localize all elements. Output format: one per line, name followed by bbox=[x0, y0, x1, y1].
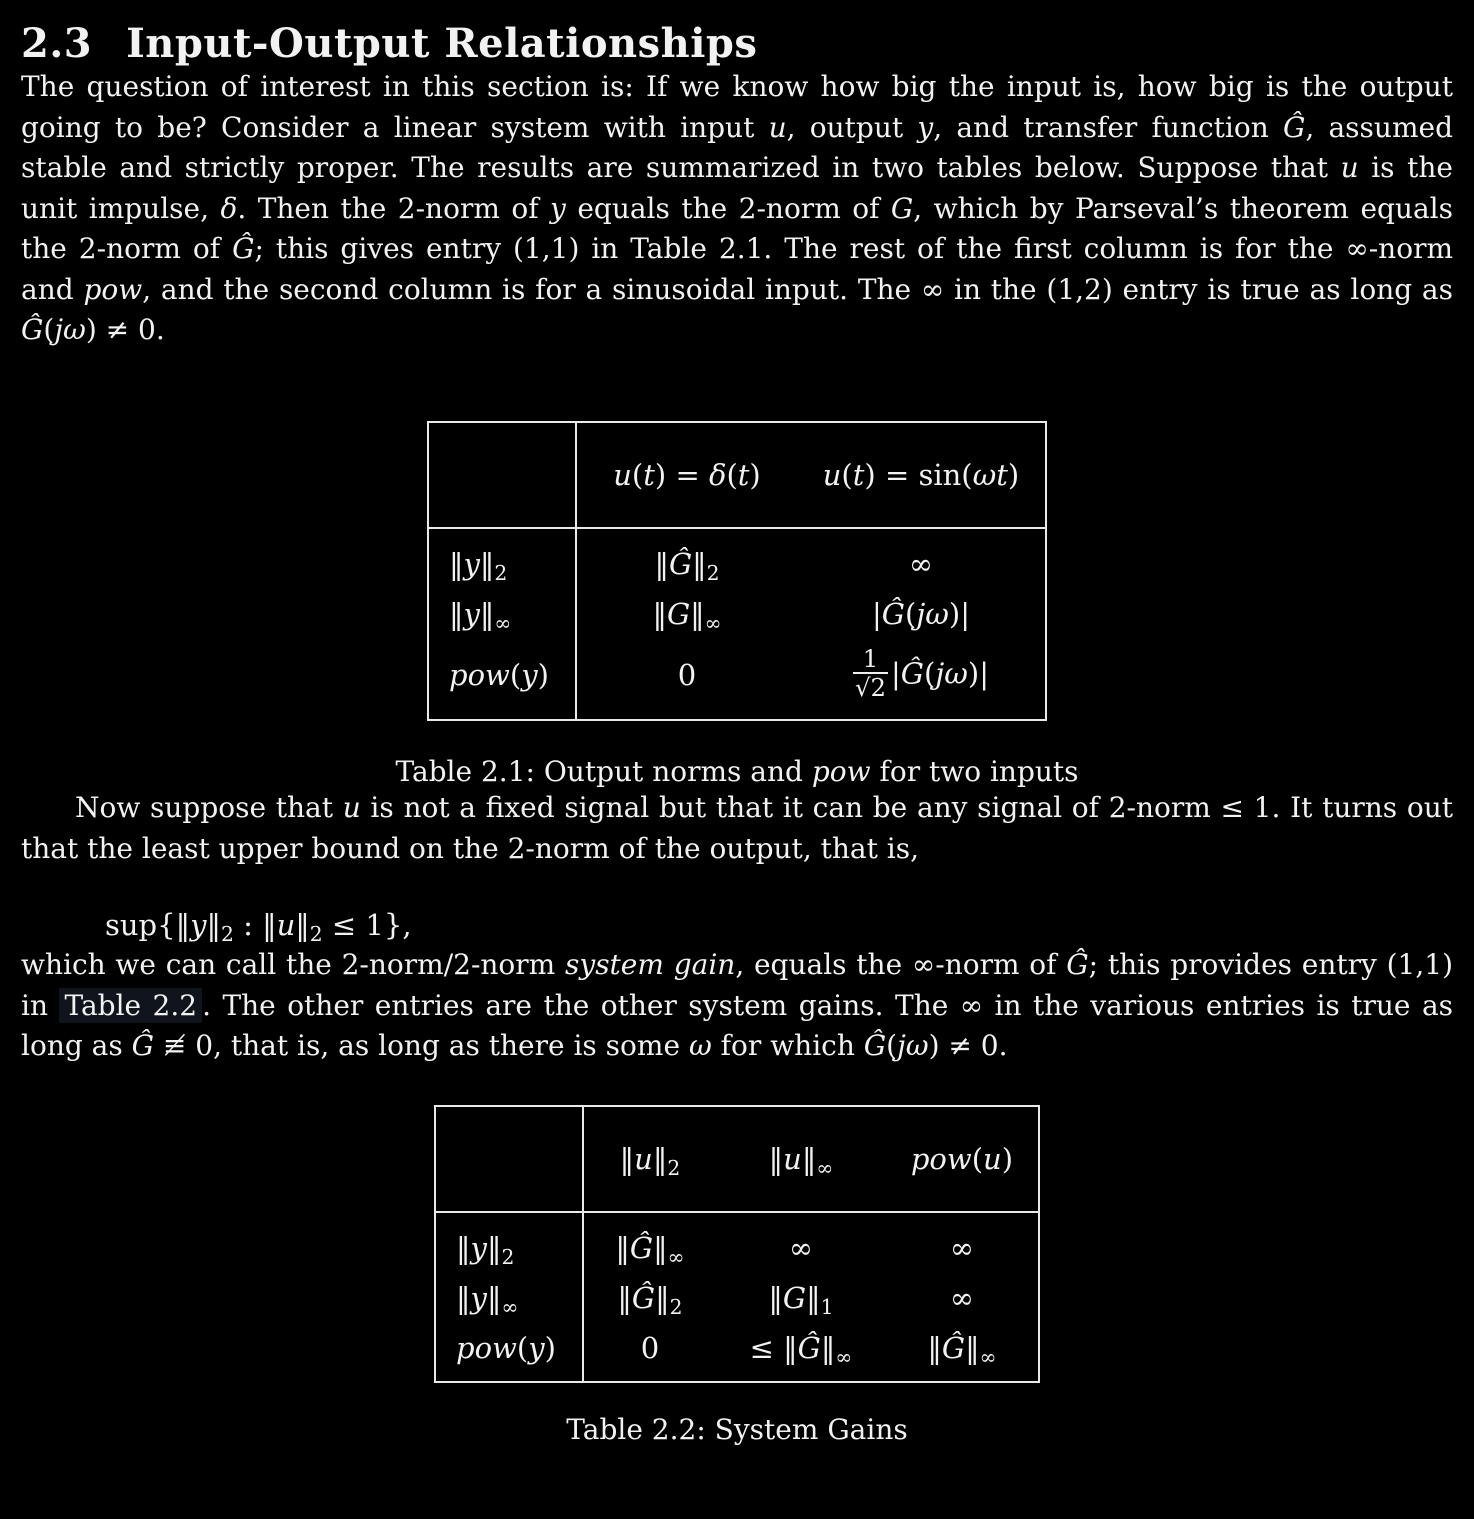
text-segment: 2 bbox=[220, 922, 234, 947]
table-row bbox=[428, 422, 1046, 528]
text-segment: ‖ bbox=[456, 1230, 471, 1265]
text-segment: ) bbox=[1007, 457, 1020, 492]
paragraph-system-gain bbox=[21, 945, 1453, 1067]
text-segment: ‖ bbox=[820, 1330, 836, 1365]
text-segment: ( bbox=[971, 1141, 984, 1176]
table-col-header bbox=[797, 422, 1046, 528]
text-segment: u bbox=[768, 110, 787, 144]
text-segment: ( bbox=[886, 1029, 898, 1063]
text-segment: y bbox=[917, 110, 934, 144]
table-cell bbox=[716, 1323, 886, 1382]
text-segment: is the unit impulse, bbox=[21, 151, 1453, 225]
text-segment: ‖ bbox=[479, 546, 495, 581]
text-segment: 2 bbox=[494, 560, 508, 585]
table-cell bbox=[886, 1273, 1039, 1323]
text-segment: Ĝ bbox=[797, 1330, 821, 1365]
text-segment: ‖ bbox=[652, 1141, 668, 1176]
text-segment: ‖ bbox=[615, 1230, 630, 1265]
text-segment: Ĝ bbox=[1066, 948, 1089, 982]
table-row bbox=[435, 1323, 1039, 1382]
text-segment: ‖ bbox=[927, 1330, 942, 1365]
table-cell bbox=[576, 528, 797, 589]
text-segment: u bbox=[634, 1141, 653, 1176]
text-segment: ( bbox=[43, 313, 55, 346]
text-segment: ‖ bbox=[295, 908, 310, 943]
fraction: $\frac{1}{√2}$ bbox=[854, 643, 886, 702]
text-segment: ∞ bbox=[835, 1344, 853, 1369]
text-segment: ‖ bbox=[486, 1230, 502, 1265]
text-segment: is not a fixed signal but that it can be any signal of 2-norm ≤ 1. It turns out that the least upper bound on the 2-norm of the output, that is, bbox=[21, 791, 1453, 865]
text-segment: u bbox=[342, 791, 361, 825]
table-col-header bbox=[576, 422, 797, 528]
text-segment: ) = bbox=[654, 457, 709, 492]
text-segment: jω bbox=[935, 655, 968, 690]
text-segment: u bbox=[276, 908, 296, 943]
text-segment: ‖ bbox=[768, 1280, 783, 1315]
text-segment: Ĝ bbox=[629, 1230, 654, 1265]
text-segment: Ĝ bbox=[941, 1330, 966, 1365]
text-segment: ‖ bbox=[486, 1280, 502, 1315]
text-segment: ‖ bbox=[690, 596, 705, 631]
table-row bbox=[428, 639, 1046, 721]
text-segment: ( bbox=[509, 657, 522, 692]
text-segment: 0 bbox=[640, 1330, 660, 1365]
paragraph-suppose bbox=[21, 788, 1453, 869]
table-col-header bbox=[716, 1106, 886, 1212]
text-segment: ( bbox=[904, 596, 917, 631]
table-row bbox=[435, 1106, 1039, 1212]
text-segment: for which bbox=[711, 1029, 864, 1063]
text-segment: jω bbox=[897, 1029, 929, 1063]
text-segment: ) bbox=[1001, 1141, 1014, 1176]
text-segment: ∞ bbox=[788, 1230, 814, 1265]
text-segment: , assumed stable and strictly proper. The results are summarized in two tables below. Suppose that bbox=[21, 110, 1453, 184]
text-segment: Ĝ bbox=[668, 546, 693, 581]
table-row bbox=[435, 1212, 1039, 1273]
text-segment: ‖ bbox=[456, 1280, 471, 1315]
text-segment: ‖ bbox=[801, 1141, 817, 1176]
table-cell bbox=[797, 589, 1046, 639]
section-number: 2.3 bbox=[21, 20, 93, 67]
text-segment: ) ≠ 0. bbox=[85, 313, 165, 346]
table-cell bbox=[583, 1323, 716, 1382]
table-2-2-caption bbox=[21, 1413, 1453, 1446]
text-segment: ‖ bbox=[655, 1280, 670, 1315]
text-segment: ) bbox=[544, 1330, 556, 1365]
text-segment: | bbox=[871, 596, 882, 631]
text-segment: ‖ bbox=[206, 908, 221, 943]
text-segment: ‖ bbox=[617, 1280, 632, 1315]
text-segment: jω bbox=[54, 313, 86, 346]
text-segment: , and transfer function bbox=[933, 110, 1283, 144]
table-col-header bbox=[583, 1106, 716, 1212]
text-segment: )| bbox=[948, 596, 970, 631]
text-segment: , equals the ∞-norm of bbox=[735, 948, 1067, 982]
table-row-header bbox=[428, 589, 576, 639]
text-segment: ‖ bbox=[692, 546, 707, 581]
text-segment: ∞ bbox=[908, 546, 934, 581]
text-segment: ‖ bbox=[652, 596, 667, 631]
text-segment: ) bbox=[537, 657, 549, 692]
text-segment: Ĝ bbox=[21, 313, 44, 346]
text-segment: ‖ bbox=[965, 1330, 980, 1365]
text-segment: Now suppose that bbox=[75, 791, 343, 825]
text-segment: 2 bbox=[667, 1155, 681, 1180]
table-2-1 bbox=[427, 421, 1047, 722]
text-segment: Ĝ bbox=[863, 1029, 887, 1063]
text-segment: y bbox=[470, 1280, 487, 1315]
table-row-header bbox=[435, 1273, 583, 1323]
text-segment: Ĝ bbox=[881, 596, 905, 631]
text-segment: Ĝ bbox=[900, 655, 924, 690]
text-segment: , which by Parseval’s theorem equals the 2-norm of bbox=[21, 191, 1453, 265]
text-segment: ∞ bbox=[667, 1244, 685, 1269]
table-row-header bbox=[428, 528, 576, 589]
text-segment: Ĝ bbox=[1282, 110, 1306, 144]
table-cell bbox=[576, 589, 797, 639]
text-segment: pow bbox=[910, 1141, 972, 1176]
text-segment: 1 bbox=[820, 1294, 834, 1319]
table-2-2 bbox=[434, 1105, 1040, 1383]
text-segment: which we can call the 2-norm/2-norm bbox=[21, 948, 565, 982]
text-segment: ( bbox=[726, 457, 738, 492]
text-segment: 2 bbox=[309, 922, 323, 947]
display-formula bbox=[105, 905, 1453, 945]
text-segment: ≢ 0, that is, as long as there is some bbox=[154, 1029, 689, 1063]
text-segment: u bbox=[983, 1141, 1002, 1176]
text-segment: Ĝ bbox=[131, 1029, 155, 1063]
text-segment: pow bbox=[83, 272, 143, 306]
table-cell bbox=[886, 1323, 1039, 1382]
text-segment: y bbox=[470, 1230, 487, 1265]
text-segment: 2 bbox=[669, 1294, 683, 1319]
text-segment: t bbox=[643, 457, 655, 492]
text-segment: ≤ ‖ bbox=[749, 1330, 798, 1365]
text-segment: ‖ bbox=[653, 1230, 668, 1265]
text-segment: 0 bbox=[677, 657, 697, 692]
table-2-2-link[interactable]: Table 2.2 bbox=[59, 988, 202, 1023]
text-segment: ) ≠ 0. bbox=[928, 1029, 1008, 1063]
text-segment: jω bbox=[916, 596, 949, 631]
table-row bbox=[428, 528, 1046, 589]
text-segment: ( bbox=[923, 655, 936, 690]
text-segment: ∞ bbox=[494, 610, 512, 635]
text-segment: , and the second column is for a sinusoidal input. The ∞ in the (1,2) entry is true as long as bbox=[142, 272, 1453, 306]
paragraph-intro bbox=[21, 67, 1453, 351]
text-segment: ∞ bbox=[949, 1230, 975, 1265]
text-segment: t bbox=[852, 457, 865, 492]
text-segment: ) = sin( bbox=[864, 457, 973, 492]
text-segment: y bbox=[463, 596, 480, 631]
text-segment: ∞ bbox=[949, 1280, 975, 1315]
text-segment: ‖ bbox=[175, 908, 191, 943]
text-segment: u bbox=[822, 457, 842, 492]
table-row bbox=[435, 1273, 1039, 1323]
text-segment: y bbox=[550, 191, 566, 225]
text-segment: 2 bbox=[501, 1244, 515, 1269]
text-segment: y bbox=[521, 657, 538, 692]
table-row bbox=[428, 589, 1046, 639]
section-heading bbox=[21, 20, 1453, 67]
text-segment: ‖ bbox=[449, 546, 464, 581]
text-segment: ; this provides entry (1,1) in bbox=[21, 948, 1454, 1022]
text-segment: pow bbox=[456, 1330, 517, 1365]
text-segment: u bbox=[613, 457, 632, 492]
table-2-1-caption bbox=[21, 755, 1453, 788]
text-segment: pow bbox=[811, 755, 871, 789]
text-segment: Table 2.1: Output norms and bbox=[395, 755, 812, 789]
text-segment: ∞ bbox=[501, 1294, 519, 1319]
text-segment: ωt bbox=[972, 457, 1008, 492]
text-segment: equals the 2-norm of bbox=[565, 191, 891, 225]
text-segment: ‖ bbox=[768, 1141, 784, 1176]
text-segment: pow bbox=[449, 657, 510, 692]
table-corner-cell bbox=[428, 422, 576, 528]
text-segment: t bbox=[737, 457, 750, 492]
text-segment: ( bbox=[631, 457, 644, 492]
text-segment: ‖ bbox=[619, 1141, 635, 1176]
text-segment: Ĝ bbox=[232, 232, 255, 265]
text-segment: system gain bbox=[565, 948, 736, 982]
text-segment: y bbox=[463, 546, 480, 581]
text-segment: ) bbox=[749, 457, 761, 492]
text-segment: 2 bbox=[706, 560, 720, 585]
text-segment: δ bbox=[220, 191, 238, 225]
table-cell bbox=[797, 639, 1046, 721]
table-corner-cell bbox=[435, 1106, 583, 1212]
text-segment: ∞ bbox=[979, 1344, 997, 1369]
table-row-header bbox=[435, 1323, 583, 1382]
text-segment: ( bbox=[516, 1330, 529, 1365]
text-segment: y bbox=[190, 908, 207, 943]
text-segment: ∞ bbox=[816, 1155, 834, 1180]
text-segment: ‖ bbox=[654, 546, 669, 581]
table-cell bbox=[886, 1212, 1039, 1273]
text-segment: . The other entries are the other system gains. The ∞ in the various entries is true as long as bbox=[21, 988, 1454, 1063]
text-segment: Table 2.2: System Gains bbox=[566, 1412, 908, 1446]
section-title: Input-Output Relationships bbox=[126, 20, 758, 67]
text-segment: , output bbox=[786, 110, 918, 144]
text-segment: ; this gives entry (1,1) in Table 2.1. The rest of the first column is for the ∞-norm and bbox=[21, 232, 1453, 306]
text-segment: . Then the 2-norm of bbox=[237, 191, 551, 225]
table-2-1-wrapper bbox=[21, 421, 1453, 722]
text-segment: G bbox=[890, 191, 914, 225]
text-segment: ( bbox=[841, 457, 853, 492]
table-col-header bbox=[886, 1106, 1039, 1212]
text-segment: ‖ bbox=[806, 1280, 821, 1315]
table-2-2-wrapper bbox=[21, 1105, 1453, 1383]
table-cell bbox=[583, 1212, 716, 1273]
text-segment: y bbox=[528, 1330, 545, 1365]
text-segment: for two inputs bbox=[870, 755, 1079, 789]
text-segment: ‖ bbox=[479, 596, 495, 631]
table-row-header bbox=[428, 639, 576, 721]
table-cell bbox=[716, 1273, 886, 1323]
text-segment: The question of interest in this section is: If we know how big the input is, how big is the output going to be? Consider a linear system with input bbox=[21, 70, 1453, 144]
text-segment: : bbox=[233, 908, 263, 943]
text-segment: Ĝ bbox=[631, 1280, 656, 1315]
table-cell bbox=[797, 528, 1046, 589]
text-segment: u bbox=[1340, 151, 1359, 184]
table-row-header bbox=[435, 1212, 583, 1273]
text-segment: G bbox=[782, 1280, 807, 1315]
text-segment: u bbox=[783, 1141, 802, 1176]
text-segment: ‖ bbox=[262, 908, 277, 943]
text-segment: ≤ 1}, bbox=[322, 908, 412, 943]
text-segment: )| bbox=[967, 655, 990, 690]
text-segment: ‖ bbox=[449, 596, 464, 631]
text-segment: | bbox=[891, 655, 901, 690]
text-segment: G bbox=[666, 596, 691, 631]
table-cell bbox=[716, 1212, 886, 1273]
text-segment: sup{ bbox=[105, 908, 176, 943]
text-segment: ω bbox=[688, 1029, 712, 1063]
table-cell bbox=[583, 1273, 716, 1323]
text-segment: δ bbox=[708, 457, 727, 492]
text-segment: ∞ bbox=[704, 610, 722, 635]
table-cell bbox=[576, 639, 797, 721]
